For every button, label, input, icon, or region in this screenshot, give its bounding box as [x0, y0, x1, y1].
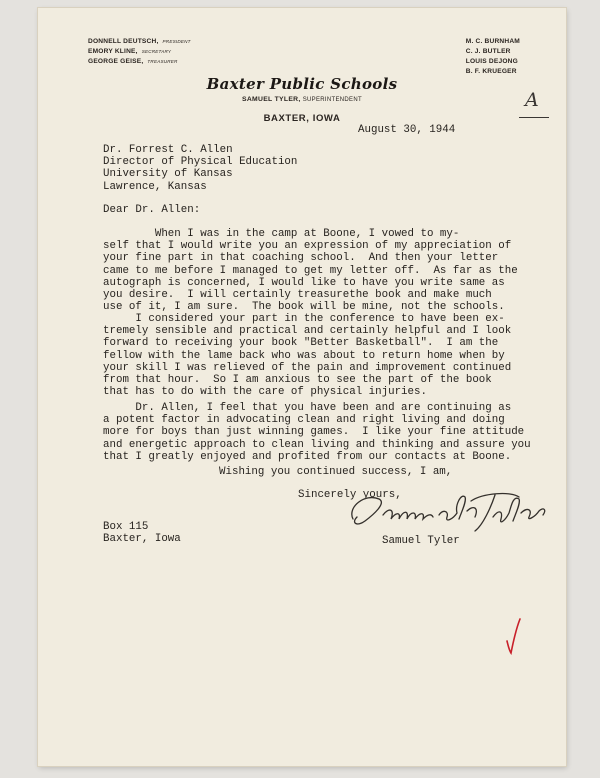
board-member-name: M. C. BURNHAM — [465, 38, 520, 45]
text-line: more for boys than just winning games. I like your fine attitude — [103, 426, 525, 439]
text-line: self that I would write you an expression of my appreciation of — [103, 240, 512, 253]
closing-wish: Wishing you continued success, I am, — [219, 466, 453, 478]
text-line: and energetic approach to clean living and thinking and assure you — [103, 438, 531, 451]
board-member-name: DONNELL DEUTSCH, — [88, 38, 159, 45]
school-city: BAXTER, IOWA — [263, 113, 341, 124]
paragraph-3 — [103, 402, 531, 463]
board-member-title: TREASURER — [147, 59, 178, 64]
address-line: University of Kansas — [103, 168, 233, 181]
board-member-name: B. F. KRUEGER — [465, 68, 517, 75]
check-mark-icon — [503, 617, 523, 655]
return-address — [103, 521, 181, 545]
text-line: autograph is concerned, I would like to have you write same as — [103, 276, 505, 289]
text-line: came to me before I managed to get my letter off. As far as the — [103, 264, 518, 277]
superintendent-name: SAMUEL TYLER, — [242, 96, 301, 103]
board-member-title: SECRETARY — [141, 49, 172, 54]
file-mark: A — [525, 89, 539, 111]
text-line: I considered your part in the conference to have been ex- — [103, 313, 505, 325]
board-members-left — [88, 37, 191, 67]
board-member-name: EMORY KLINE, — [88, 48, 138, 55]
text-line: from that hour. So I am anxious to see the part of the book — [103, 374, 492, 387]
letter-date: August 30, 1944 — [358, 124, 456, 136]
superintendent-line — [38, 96, 566, 103]
recipient-address — [103, 144, 297, 193]
paragraph-2 — [103, 313, 511, 398]
text-line: fellow with the lame back who was about to return home when by — [103, 349, 505, 362]
text-line: your skill I was relieved of the pain and improvement continued — [103, 361, 512, 374]
address-line: Dr. Forrest C. Allen — [103, 144, 233, 156]
text-line: tremely sensible and practical and certainly helpful and I look — [103, 325, 512, 338]
board-member — [88, 57, 191, 67]
salutation: Dear Dr. Allen: — [103, 204, 201, 216]
superintendent-title: SUPERINTENDENT — [302, 97, 362, 103]
text-line: a potent factor in advocating clean and right living and doing — [103, 414, 505, 427]
board-member-name: C. J. BUTLER — [465, 48, 511, 55]
file-mark-underline — [519, 117, 549, 118]
text-line: forward to receiving your book "Better Basketball". I am the — [103, 337, 499, 350]
school-name: Baxter Public Schools — [206, 75, 398, 93]
handwritten-signature — [343, 485, 563, 535]
board-member — [88, 37, 191, 47]
text-line: When I was in the camp at Boone, I vowed to my- — [103, 228, 460, 240]
address-line: Director of Physical Education — [103, 156, 298, 169]
board-member — [88, 47, 191, 57]
board-member-name: GEORGE GEISE, — [88, 58, 144, 65]
address-line: Lawrence, Kansas — [103, 180, 207, 193]
address-line: Box 115 — [103, 521, 149, 533]
address-line: Baxter, Iowa — [103, 533, 181, 546]
text-line: that has to do with the care of physical injuries. — [103, 386, 427, 399]
text-line: you desire. I will certainly treasurethe book and make much — [103, 289, 492, 302]
board-member-title: PRESIDENT — [162, 39, 191, 44]
text-line: use of it, I am sure. The book will be mine, not the schools. — [103, 301, 505, 314]
text-line: your fine part in that coaching school. And then your letter — [103, 252, 499, 265]
closing: Sincerely yours, — [298, 489, 402, 501]
typed-signature-name: Samuel Tyler — [382, 535, 460, 547]
board-members-right — [466, 37, 520, 77]
text-line: that I greatly enjoyed and profited from our contacts at Boone. — [103, 450, 512, 463]
board-member-name: LOUIS DEJONG — [465, 58, 518, 65]
paragraph-1 — [103, 228, 518, 313]
text-line: Dr. Allen, I feel that you have been and are continuing as — [103, 402, 512, 414]
